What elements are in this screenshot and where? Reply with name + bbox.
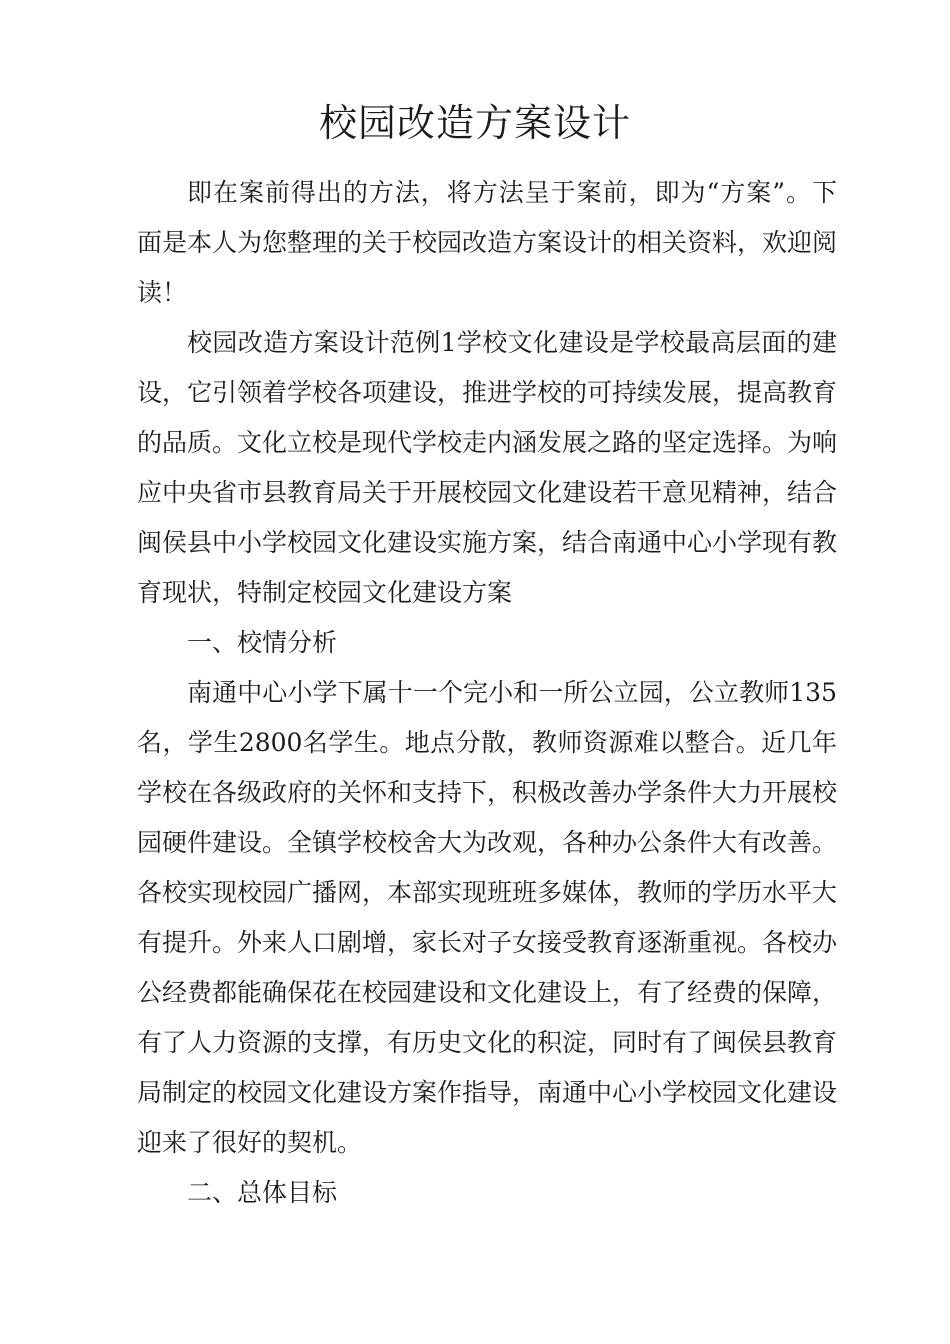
document-title: 校园改造方案设计	[318, 101, 631, 145]
analysis-paragraph: 南通中心小学下属十一个完小和一所公立园，公立教师135名，学生2800名学生。地点分散，教师资源难以整合。近几年学校在各级政府的关怀和支持下，积极改善办学条件大力开展校园硬件建设。全镇学校校舍大为改观，各种办公条件大有改善。各校实现校园广播网，本部实现班班多媒体，教师的学历水平大有提升。外来人口剧增，家长对子女接受教育逐渐重视。各校办公经费都能确保花在校园建设和文化建设上，有了经费的保障，有了人力资源的支撑，有历史文化的积淀，同时有了闽侯县教育局制定的校园文化建设方案作指导，南通中心小学校园文化建设迎来了很好的契机。	[137, 678, 838, 1157]
intro-paragraph: 即在案前得出的方法，将方法呈于案前，即为“方案”。下面是本人为您整理的关于校园改造方案设计的相关资料，欢迎阅读！	[137, 178, 838, 307]
example-paragraph: 校园改造方案设计范例1学校文化建设是学校最高层面的建设，它引领着学校各项建设，推进学校的可持续发展，提高教育的品质。文化立校是现代学校走内涵发展之路的坚定选择。为响应中央省市县教育局关于开展校园文化建设若干意见精神，结合闽侯县中小学校园文化建设实施方案，结合南通中心小学现有教育现状，特制定校园文化建设方案	[137, 328, 838, 607]
document-body	[137, 168, 837, 1218]
section-heading-goals: 二、总体目标	[187, 1178, 338, 1207]
section-heading-analysis: 一、校情分析	[187, 628, 338, 657]
